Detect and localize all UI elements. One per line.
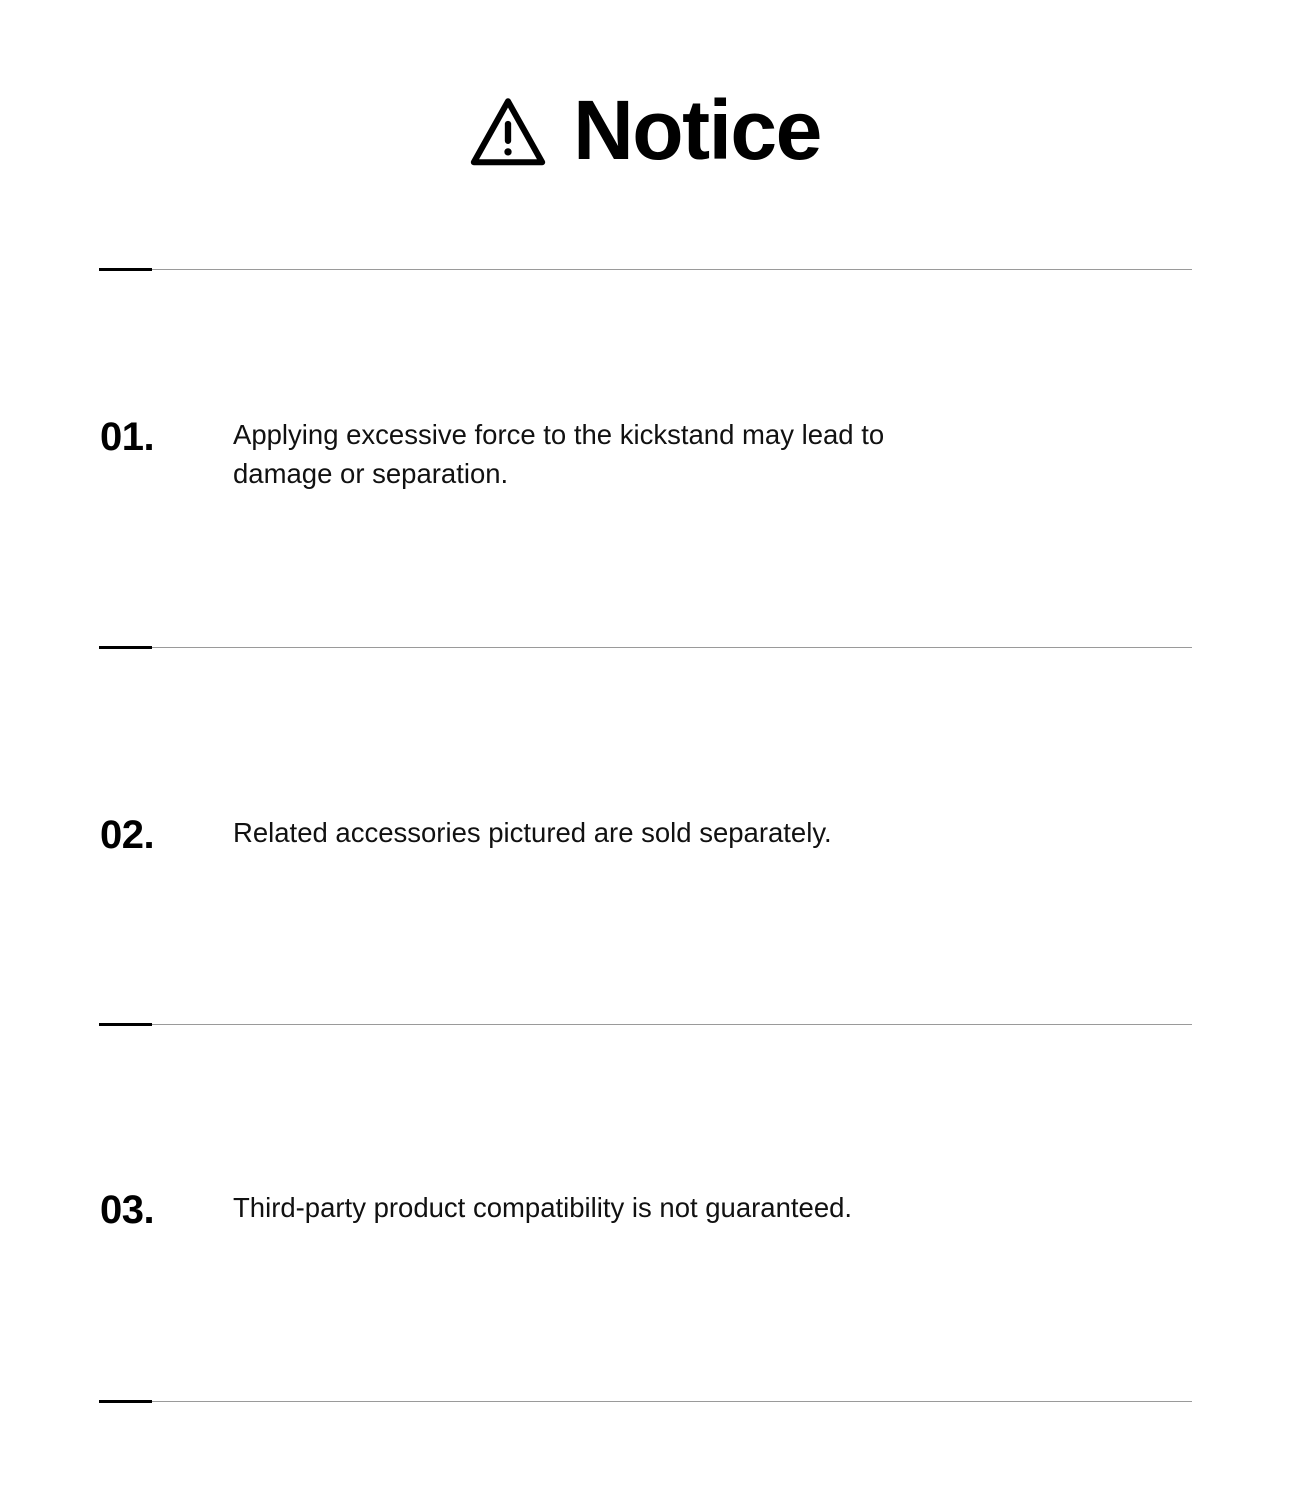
divider-top bbox=[99, 269, 1192, 270]
warning-triangle-icon bbox=[469, 94, 547, 172]
list-item-text: Related accessories pictured are sold separately. bbox=[233, 817, 832, 848]
page-title bbox=[0, 0, 1290, 177]
list-item bbox=[0, 415, 1290, 493]
page-title-text: Notice bbox=[573, 83, 821, 177]
divider-tick bbox=[99, 268, 152, 271]
divider-tick bbox=[99, 1400, 152, 1403]
divider-after-item-3 bbox=[99, 1401, 1192, 1402]
list-item-number: 02. bbox=[100, 813, 155, 857]
list-item bbox=[0, 813, 1290, 857]
list-item-number: 03. bbox=[100, 1188, 155, 1232]
list-item bbox=[0, 1188, 1290, 1232]
divider-after-item-2 bbox=[99, 1024, 1192, 1025]
divider-tick bbox=[99, 646, 152, 649]
list-item-text: Third-party product compatibility is not guaranteed. bbox=[233, 1192, 853, 1223]
list-item-text: Applying excessive force to the kickstand may lead to damage or separation. bbox=[233, 419, 885, 490]
divider-tick bbox=[99, 1023, 152, 1026]
divider-after-item-1 bbox=[99, 647, 1192, 648]
list-item-number: 01. bbox=[100, 415, 155, 459]
